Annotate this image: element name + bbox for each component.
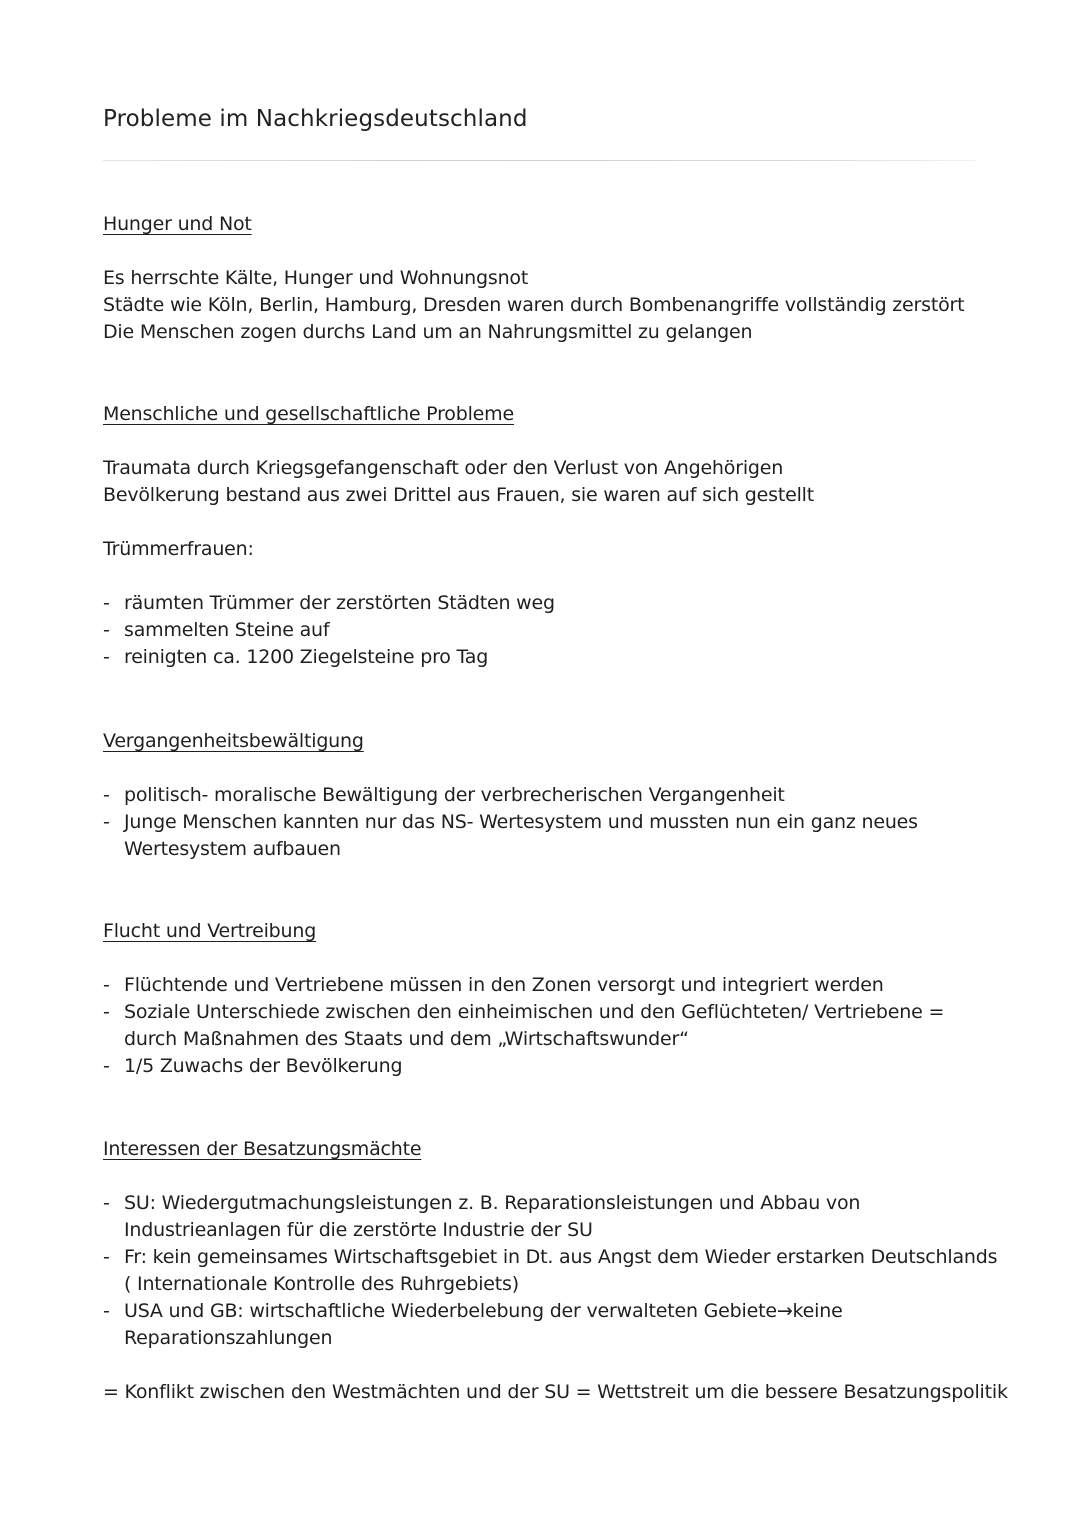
- section-hunger: [103, 211, 983, 346]
- list-item: - sammelten Steine auf: [103, 617, 983, 644]
- page-title: Probleme im Nachkriegsdeutschland: [103, 106, 528, 132]
- section-vergangenheit: [103, 728, 983, 863]
- section-heading: Vergangenheitsbewältigung: [103, 730, 364, 752]
- section-interessen: [103, 1136, 1008, 1406]
- section-heading: Flucht und Vertreibung: [103, 920, 317, 942]
- conclusion-line: = Konflikt zwischen den Westmächten und der SU = Wettstreit um die bessere Besatzungspolitik: [103, 1381, 1008, 1403]
- list-item: - SU: Wiedergutmachungsleistungen z. B. Reparationsleistungen und Abbau von Industrieanlagen für die zerstörte Industrie der SU: [103, 1190, 983, 1244]
- list-item: - Flüchtende und Vertriebene müssen in den Zonen versorgt und integriert werden: [103, 972, 983, 999]
- list-item: - Fr: kein gemeinsames Wirtschaftsgebiet in Dt. aus Angst dem Wieder erstarken Deutschlands ( Internationale Kontrolle des Ruhrgebiets): [103, 1244, 983, 1298]
- bullet-list: [103, 1190, 998, 1352]
- list-item: - reinigten ca. 1200 Ziegelsteine pro Tag: [103, 644, 983, 671]
- list-item: - Soziale Unterschiede zwischen den einheimischen und den Geflüchteten/ Vertriebene = durch Maßnahmen des Staats und dem „Wirtschaftswunder“: [103, 999, 983, 1053]
- sublabel: Trümmerfrauen:: [103, 538, 254, 560]
- list-item: - politisch- moralische Bewältigung der verbrecherischen Vergangenheit: [103, 782, 983, 809]
- section-heading: Menschliche und gesellschaftliche Probleme: [103, 403, 514, 425]
- paragraph-line: Städte wie Köln, Berlin, Hamburg, Dresden waren durch Bombenangriffe vollständig zerstört: [103, 294, 965, 316]
- list-item: - Junge Menschen kannten nur das NS- Wertesystem und mussten nun ein ganz neues Wertesystem aufbauen: [103, 809, 983, 863]
- title-divider: [103, 160, 977, 161]
- paragraph-line: Traumata durch Kriegsgefangenschaft oder den Verlust von Angehörigen: [103, 457, 784, 479]
- paragraph-line: Die Menschen zogen durchs Land um an Nahrungsmittel zu gelangen: [103, 321, 753, 343]
- list-item: - räumten Trümmer der zerstörten Städten weg: [103, 590, 983, 617]
- bullet-list: [103, 782, 983, 863]
- section-heading: Interessen der Besatzungsmächte: [103, 1138, 422, 1160]
- bullet-list: [103, 972, 983, 1080]
- section-menschlich: [103, 401, 983, 671]
- section-heading: Hunger und Not: [103, 213, 252, 235]
- bullet-list: [103, 590, 983, 671]
- paragraph-line: Es herrschte Kälte, Hunger und Wohnungsnot: [103, 267, 529, 289]
- paragraph-line: Bevölkerung bestand aus zwei Drittel aus Frauen, sie waren auf sich gestellt: [103, 484, 814, 506]
- list-item: - USA und GB: wirtschaftliche Wiederbelebung der verwalteten Gebiete→keine Reparationszahlungen: [103, 1298, 983, 1352]
- list-item: - 1/5 Zuwachs der Bevölkerung: [103, 1053, 983, 1080]
- section-flucht: [103, 918, 983, 1080]
